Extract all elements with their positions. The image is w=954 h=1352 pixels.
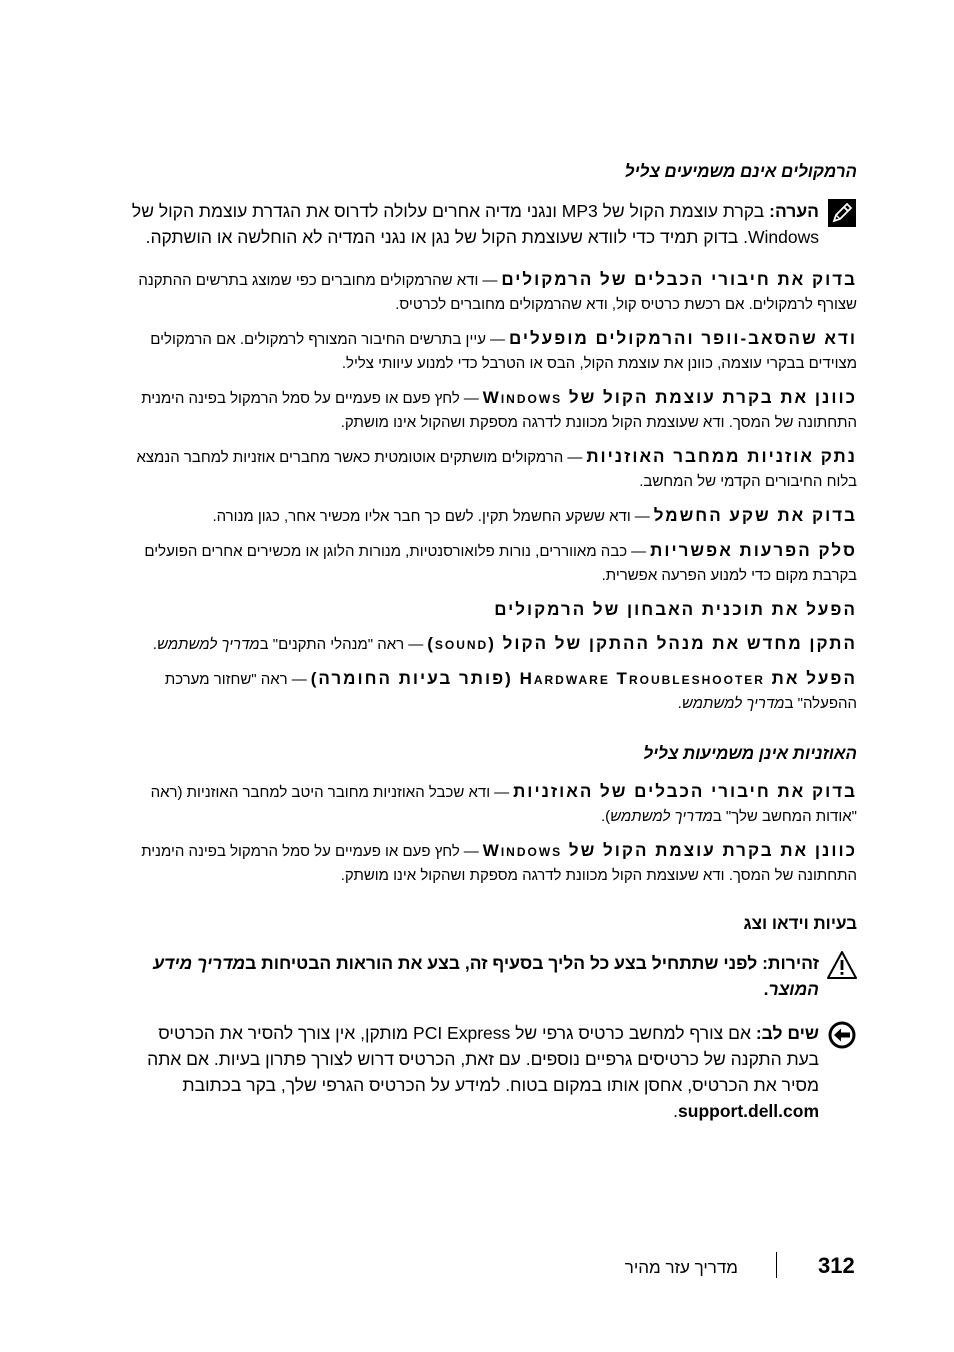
troubleshoot-item: בדוק את חיבורי הכבלים של האוזניות—ודא שכבל האוזניות מחובר היטב למחבר האוזניות (ראה "אודות המחשב שלך" במדריך למשתמש). — [150, 782, 857, 825]
notice-arrow-icon — [827, 1020, 857, 1050]
item-heading: בדוק את חיבורי הכבלים של הרמקולים — [501, 270, 857, 289]
item-text: לחץ פעם או פעמיים על סמל הרמקול בפינה הימנית התחתונה של המסך. ודא שעוצמת הקול מכוונת לדרגה מספקת ושהקול אינו מושתק. — [141, 843, 857, 884]
note-paragraph — [127, 198, 819, 250]
item-end: . — [677, 695, 682, 712]
caution-callout — [127, 950, 857, 1002]
page-number: 312 — [818, 1253, 855, 1278]
section-title-headphones: האוזניות אינן משמיעות צליל — [643, 744, 857, 763]
warning-triangle-icon — [827, 950, 857, 980]
item-text: ראה "שחזור מערכת ההפעלה" ב — [164, 671, 857, 712]
item-heading: הפעל את Hardware Troubleshooter (פותר בעיות החומרה) — [310, 669, 857, 688]
item-text: ודא ששקע החשמל תקין. לשם כך חבר אליו מכשיר אחר, כגון מנורה. — [212, 508, 631, 525]
page-content — [127, 160, 857, 1142]
notice-paragraph — [127, 1020, 819, 1124]
item-end: . — [152, 636, 157, 653]
footer-divider — [776, 1252, 777, 1278]
item-italic: מדריך למשתמש — [156, 636, 260, 653]
caution-text: לפני שתתחיל בצע כל הליך בסעיף זה, בצע את הוראות הבטיחות ב — [245, 953, 758, 973]
troubleshoot-item: ודא שהסאב-וופר והרמקולים מופעלים—עיין בתרשים החיבור המצורף לרמקולים. אם הרמקולים מצוידים בבקרי עוצמה, כוונן את עוצמת הקול, הבס או הטרבל כדי למנוע עיוותי צליל. — [150, 329, 857, 372]
item-text: ודא שכבל האוזניות מחובר היטב למחבר האוזניות (ראה "אודות המחשב שלך" ב — [150, 784, 857, 825]
caution-label: זהירות: — [762, 953, 819, 973]
item-heading: כוונן את בקרת עוצמת הקול של Windows — [482, 841, 857, 860]
troubleshoot-item: סלק הפרעות אפשריות—כבה מאווררים, נורות פלואורסנטיות, מנורות הלוגן או מכשירים אחרים הפועלים בקרבת מקום כדי למנוע הפרעה אפשרית. — [144, 541, 857, 584]
note-callout — [127, 198, 857, 250]
item-text: ודא שהרמקולים מחוברים כפי שמוצג בתרשים ההתקנה שצורף לרמקולים. אם רכשת כרטיס קול, ודא שהרמקולים מחוברים לכרטיס. — [138, 272, 857, 313]
item-text: ראה "מנהלי התקנים" ב — [259, 636, 405, 653]
item-italic: מדריך למשתמש — [681, 695, 785, 712]
note-label: הערה: — [769, 201, 819, 221]
support-link[interactable]: support.dell.com — [678, 1101, 819, 1121]
notice-end: . — [673, 1101, 679, 1121]
item-heading: נתק אוזניות ממחבר האוזניות — [586, 447, 857, 466]
section-title-video: בעיות וידאו וצג — [743, 914, 857, 933]
item-end: ). — [600, 808, 611, 825]
procedure-heading: הפעל את תוכנית האבחון של הרמקולים — [494, 600, 857, 619]
troubleshoot-item: כוונן את בקרת עוצמת הקול של Windows—לחץ פעם או פעמיים על סמל הרמקול בפינה הימנית התחתונה של המסך. ודא שעוצמת הקול מכוונת לדרגה מספקת ושהקול אינו מושתק. — [141, 388, 857, 431]
troubleshoot-item: נתק אוזניות ממחבר האוזניות—הרמקולים מושתקים אוטומטית כאשר מחברים אוזניות למחבר הנמצא בלוח החיבורים הקדמי של המחשב. — [136, 447, 857, 490]
item-text: לחץ פעם או פעמיים על סמל הרמקול בפינה הימנית התחתונה של המסך. ודא שעוצמת הקול מכוונת לדרגה מספקת ושהקול אינו מושתק. — [141, 390, 857, 431]
section-title-speakers: הרמקולים אינם משמיעים צליל — [624, 162, 857, 181]
item-text: הרמקולים מושתקים אוטומטית כאשר מחברים אוזניות למחבר הנמצא בלוח החיבורים הקדמי של המחשב. — [136, 449, 857, 490]
note-text: בקרת עוצמת הקול של MP3 ונגני מדיה אחרים עלולה לדרוס את הגדרת עוצמת הקול של Windows. בדוק תמיד כדי לוודא שעוצמת הקול של נגן או נגני המדיה לא הוחלשה או הושתקה. — [131, 201, 819, 247]
item-text: עיין בתרשים החיבור המצורף לרמקולים. אם הרמקולים מצוידים בבקרי עוצמה, כוונן את עוצמת הקול, הבס או הטרבל כדי למנוע עיוותי צליל. — [150, 331, 857, 372]
troubleshoot-item: כוונן את בקרת עוצמת הקול של Windows—לחץ פעם או פעמיים על סמל הרמקול בפינה הימנית התחתונה של המסך. ודא שעוצמת הקול מכוונת לדרגה מספקת ושהקול אינו מושתק. — [141, 841, 857, 884]
caution-italic: מדריך מידע המוצר — [153, 953, 819, 999]
item-heading: בדוק את חיבורי הכבלים של האוזניות — [513, 782, 857, 801]
notice-text: אם צורף למחשב כרטיס גרפי של PCI Express מותקן, אין צורך להסיר את הכרטיס בעת התקנה של כרטיסים גרפיים נוספים. עם זאת, הכרטיס דרוש לצורך פתרון בעיות. אם אתה מסיר את הכרטיס, אחסן אותו במקום בטוח. למידע על הכרטיס הגרפי שלך, בקר בכתובת — [147, 1023, 819, 1095]
item-heading: התקן מחדש את מנהל ההתקן של הקול (sound) — [427, 634, 857, 653]
pencil-note-icon — [827, 198, 857, 228]
troubleshoot-item: הפעל את Hardware Troubleshooter (פותר בעיות החומרה)—ראה "שחזור מערכת ההפעלה" במדריך למשתמש. — [164, 669, 857, 712]
troubleshoot-item: התקן מחדש את מנהל ההתקן של הקול (sound)—ראה "מנהלי התקנים" במדריך למשתמש. — [152, 634, 857, 653]
item-heading: סלק הפרעות אפשריות — [650, 541, 857, 560]
item-heading: כוונן את בקרת עוצמת הקול של Windows — [482, 388, 857, 407]
notice-label: שים לב: — [755, 1023, 819, 1043]
troubleshoot-item: בדוק את חיבורי הכבלים של הרמקולים—ודא שהרמקולים מחוברים כפי שמוצג בתרשים ההתקנה שצורף לרמקולים. אם רכשת כרטיס קול, ודא שהרמקולים מחוברים לכרטיס. — [138, 270, 857, 313]
item-italic: מדריך למשתמש — [610, 808, 713, 825]
troubleshoot-item: בדוק את שקע החשמל—ודא ששקע החשמל תקין. לשם כך חבר אליו מכשיר אחר, כגון מנורה. — [212, 506, 857, 525]
caution-paragraph — [127, 950, 819, 1002]
notice-callout — [127, 1020, 857, 1124]
caution-end: . — [763, 979, 769, 999]
item-heading: ודא שהסאב-וופר והרמקולים מופעלים — [508, 329, 857, 348]
item-heading: בדוק את שקע החשמל — [653, 506, 857, 525]
footer-title: מדריך עזר מהיר — [624, 1258, 738, 1277]
item-text: כבה מאווררים, נורות פלואורסנטיות, מנורות הלוגן או מכשירים אחרים הפועלים בקרבת מקום כדי למנוע הפרעה אפשרית. — [144, 543, 857, 584]
